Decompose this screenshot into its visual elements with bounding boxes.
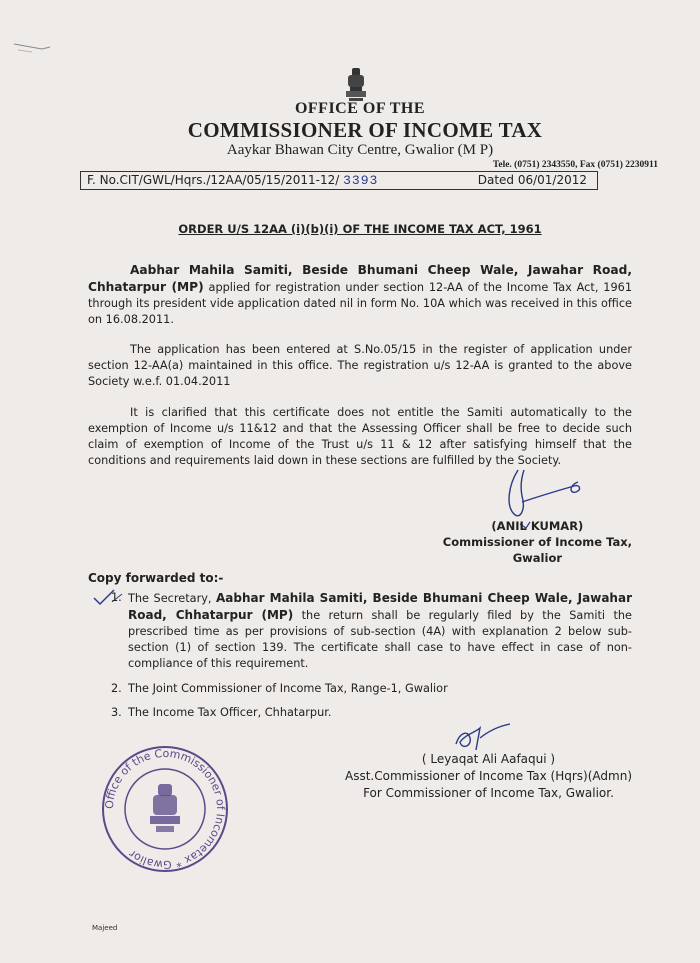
copy-item-2 bbox=[111, 681, 632, 697]
copy-item-text: The Joint Commissioner of Income Tax, Range-1, Gwalior bbox=[128, 682, 448, 695]
paper-scuff-mark bbox=[12, 40, 52, 54]
stamp-circular-text: Office of the Commissioner of Incometax * Gwalior bbox=[102, 746, 228, 872]
copy-item-text: the return shall be regularly filed by the Samiti the prescribed time as per provisions of sub-section (4A) with explanation 2 below sub-section (1) of section 139. The certificate shall case to have effect in case of non-compliance of this requirement. bbox=[128, 609, 632, 670]
file-number bbox=[87, 173, 378, 188]
paragraph-application bbox=[88, 262, 632, 328]
paragraph-clarification: It is clarified that this certificate does not entitle the Samiti automatically to the exemption of Income u/s 11&12 and that the Assessing Officer shall be free to decide such claim of exemption of Income of the Trust u/s 11 & 12 after satisfying himself that the conditions and requirements laid down in these sections are fulfilled by the Society. bbox=[88, 406, 632, 467]
copy-item-3 bbox=[111, 705, 632, 721]
signatory-designation: Commissioner of Income Tax, bbox=[442, 535, 632, 549]
telephone-fax: Tele. (0751) 2343550, Fax (0751) 2230911 bbox=[492, 160, 658, 170]
copy-item-lead: The Secretary, bbox=[128, 592, 217, 605]
commissioner-heading: COMMISSIONER OF INCOME TAX bbox=[187, 118, 543, 142]
handwritten-number: 3393 bbox=[343, 173, 379, 188]
signatory2-name: ( Leyaqat Ali Aafaqui ) bbox=[421, 752, 556, 766]
copy-item-number: 3. bbox=[111, 706, 122, 719]
signatory-name: (ANIL KUMAR) bbox=[491, 519, 584, 533]
signatory2-for-line: For Commissioner of Income Tax, Gwalior. bbox=[363, 786, 614, 800]
signatory-block bbox=[443, 518, 632, 566]
national-emblem-icon bbox=[341, 66, 371, 104]
copy-item-text: The Income Tax Officer, Chhatarpur. bbox=[128, 706, 332, 719]
office-heading: OFFICE OF THE bbox=[294, 100, 426, 117]
copy-item-number: 2. bbox=[111, 682, 122, 695]
copy-forwarded-heading: Copy forwarded to:- bbox=[88, 571, 224, 585]
copy-item-number: 1. bbox=[111, 591, 122, 604]
typist-initials: Majeed bbox=[92, 924, 118, 932]
paragraph-registration: The application has been entered at S.No.05/15 in the register of application under section 12-AA(a) maintained in this office. The registration u/s 12-AA is granted to the above Society w.e.f. 01.04.2011 bbox=[88, 343, 632, 388]
paragraph-application-text: applied for registration under section 12-AA of the Income Tax Act, 1961 through its president vide application dated nil in form No. 10A which was received in this office on 16.08.2011. bbox=[88, 281, 633, 326]
file-number-text: F. No.CIT/GWL/Hqrs./12AA/05/15/2011-12/ bbox=[87, 173, 340, 187]
applicant-name: Aabhar Mahila Samiti, Beside Bhumani Cheep Wale, Jawahar Road, Chhatarpur (MP) bbox=[88, 263, 632, 294]
order-date: Dated 06/01/2012 bbox=[477, 173, 587, 187]
office-address: Aaykar Bhawan City Centre, Gwalior (M P) bbox=[226, 142, 494, 158]
office-seal-stamp bbox=[98, 740, 233, 878]
copy-item-1 bbox=[111, 590, 632, 672]
signatory2-block bbox=[345, 751, 632, 802]
reference-box bbox=[80, 171, 598, 190]
signatory-place: Gwalior bbox=[512, 551, 563, 565]
copy-item-addressee: Aabhar Mahila Samiti, Beside Bhumani Cheep Wale, Jawahar Road, Chhatarpur (MP) bbox=[128, 591, 632, 622]
signatory2-designation: Asst.Commissioner of Income Tax (Hqrs)(Admn) bbox=[344, 769, 632, 783]
order-title: ORDER U/S 12AA (i)(b)(i) OF THE INCOME TAX ACT, 1961 bbox=[178, 222, 542, 236]
